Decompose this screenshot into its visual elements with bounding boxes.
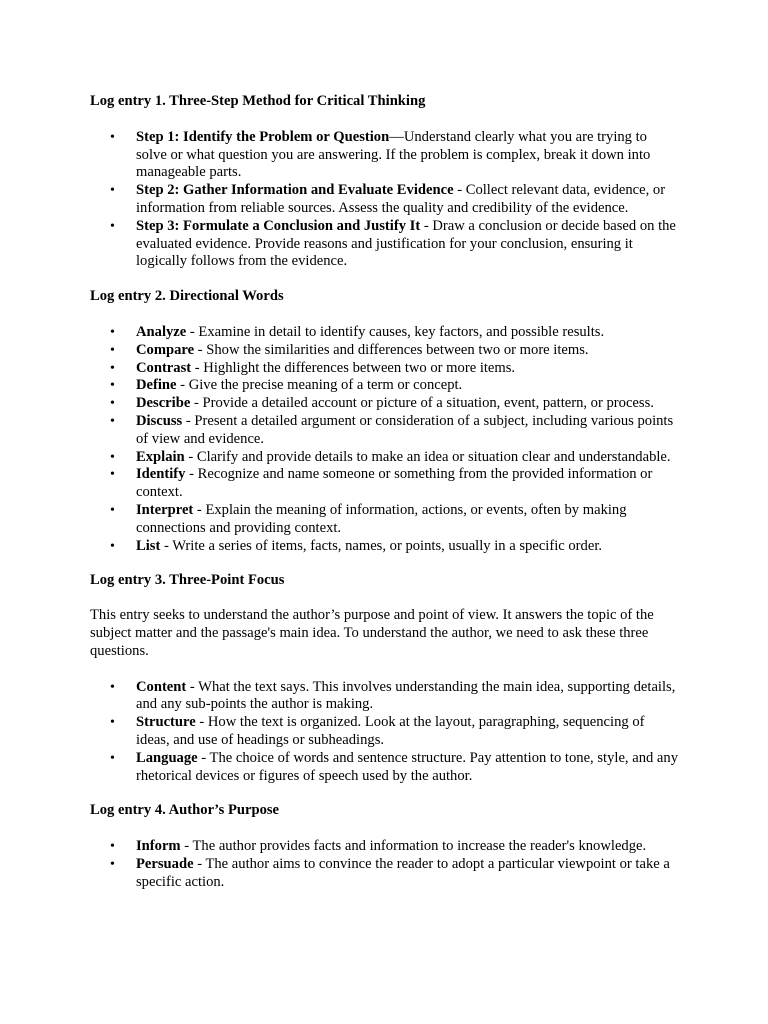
item-text: - Collect relevant data, evidence, or information from reliable sources. Assess the quality and credibility of the evidence. (136, 182, 666, 216)
bullet-icon: • (110, 715, 115, 731)
bullet-icon: • (110, 342, 115, 358)
item-term: Step 1: Identify the Problem or Question (136, 128, 390, 145)
list-item (90, 714, 680, 750)
bullet-icon: • (110, 324, 115, 340)
list-item (90, 466, 680, 502)
bullet-icon: • (110, 378, 115, 394)
item-term: Contrast (136, 359, 192, 376)
bullet-icon: • (110, 679, 115, 695)
item-term: Define (136, 377, 177, 394)
list-item (90, 342, 680, 360)
section-heading: Log entry 3. Three-Point Focus (90, 572, 285, 589)
bullet-icon: • (110, 502, 115, 518)
bullet-icon: • (110, 218, 115, 234)
list-item (90, 413, 680, 449)
item-text: - Present a detailed argument or consideration of a subject, including various points of view and evidence. (136, 412, 674, 447)
item-term: Step 3: Formulate a Conclusion and Justify It (136, 217, 421, 234)
list-item (90, 182, 680, 218)
item-term: Step 2: Gather Information and Evaluate Evidence (136, 182, 454, 199)
bullet-icon: • (110, 467, 115, 483)
item-text: - Draw a conclusion or decide based on the evaluated evidence. Provide reasons and justification for your conclusion, ensuring it logically follows from the evidence. (136, 217, 676, 270)
bullet-icon: • (110, 538, 115, 554)
item-term: List (136, 537, 161, 554)
bullet-icon: • (110, 413, 115, 429)
item-term: Identify (136, 466, 186, 483)
item-text: - Highlight the differences between two or more items. (191, 359, 516, 376)
bullet-icon: • (110, 360, 115, 376)
list-item (90, 679, 680, 715)
item-text: - What the text says. This involves understanding the main idea, supporting details, and any sub-points the author is making. (136, 678, 676, 713)
list-item (90, 750, 680, 786)
section-heading: Log entry 2. Directional Words (90, 288, 284, 305)
item-text: - Clarify and provide details to make an idea or situation clear and understandable. (184, 448, 671, 465)
list-item (90, 377, 680, 395)
list-item (90, 856, 680, 892)
item-text: - Examine in detail to identify causes, key factors, and possible results. (186, 323, 605, 340)
item-text: - The author aims to convince the reader to adopt a particular viewpoint or take a specific action. (136, 855, 670, 890)
section-heading: Log entry 1. Three-Step Method for Critical Thinking (90, 93, 426, 109)
bullet-icon: • (110, 856, 115, 872)
list-item (90, 395, 680, 413)
item-text: - Write a series of items, facts, names, or points, usually in a specific order. (160, 537, 603, 554)
list-item (90, 324, 680, 342)
list-item (90, 218, 680, 271)
item-term: Content (136, 678, 187, 695)
bullet-icon: • (110, 449, 115, 465)
item-text: - How the text is organized. Look at the layout, paragraphing, sequencing of ideas, and use of headings or subheadings. (136, 714, 645, 748)
item-term: Interpret (136, 501, 194, 518)
item-text: - The author provides facts and information to increase the reader's knowledge. (180, 838, 647, 855)
list-item (90, 360, 680, 378)
item-text: - Recognize and name someone or something from the provided information or context. (136, 466, 653, 501)
bullet-list (90, 129, 680, 271)
item-text: —Understand clearly what you are trying to solve or what question you are answering. If the problem is complex, break it down into manageable parts. (136, 128, 651, 181)
bullet-list (90, 679, 680, 786)
item-term: Describe (136, 395, 191, 412)
list-item (90, 449, 680, 467)
item-term: Analyze (136, 323, 187, 340)
item-term: Inform (136, 838, 181, 855)
item-text: - Provide a detailed account or picture of a situation, event, pattern, or process. (190, 395, 654, 412)
bullet-list (90, 838, 680, 891)
document-page (90, 93, 680, 891)
list-item (90, 502, 680, 538)
list-item (90, 838, 680, 856)
item-term: Persuade (136, 855, 194, 872)
bullet-list (90, 324, 680, 555)
bullet-icon: • (110, 839, 115, 855)
list-item (90, 129, 680, 182)
item-term: Compare (136, 341, 195, 358)
bullet-icon: • (110, 750, 115, 766)
item-text: - Give the precise meaning of a term or concept. (176, 377, 463, 394)
item-term: Language (136, 749, 198, 766)
item-text: - The choice of words and sentence structure. Pay attention to tone, style, and any rhetorical devices or figures of speech used by the author. (136, 749, 679, 784)
item-term: Discuss (136, 412, 183, 429)
item-text: - Show the similarities and differences between two or more items. (194, 341, 589, 358)
section-heading: Log entry 4. Author’s Purpose (90, 802, 280, 819)
bullet-icon: • (110, 183, 115, 199)
item-text: - Explain the meaning of information, actions, or events, often by making connections and providing context. (136, 501, 627, 536)
bullet-icon: • (110, 396, 115, 412)
item-term: Explain (136, 448, 185, 465)
section-paragraph: This entry seeks to understand the author’s purpose and point of view. It answers the topic of the subject matter and the passage's main idea. To understand the author, we need to ask these three questions. (90, 607, 654, 659)
bullet-icon: • (110, 129, 115, 145)
list-item (90, 538, 680, 556)
item-term: Structure (136, 714, 196, 731)
